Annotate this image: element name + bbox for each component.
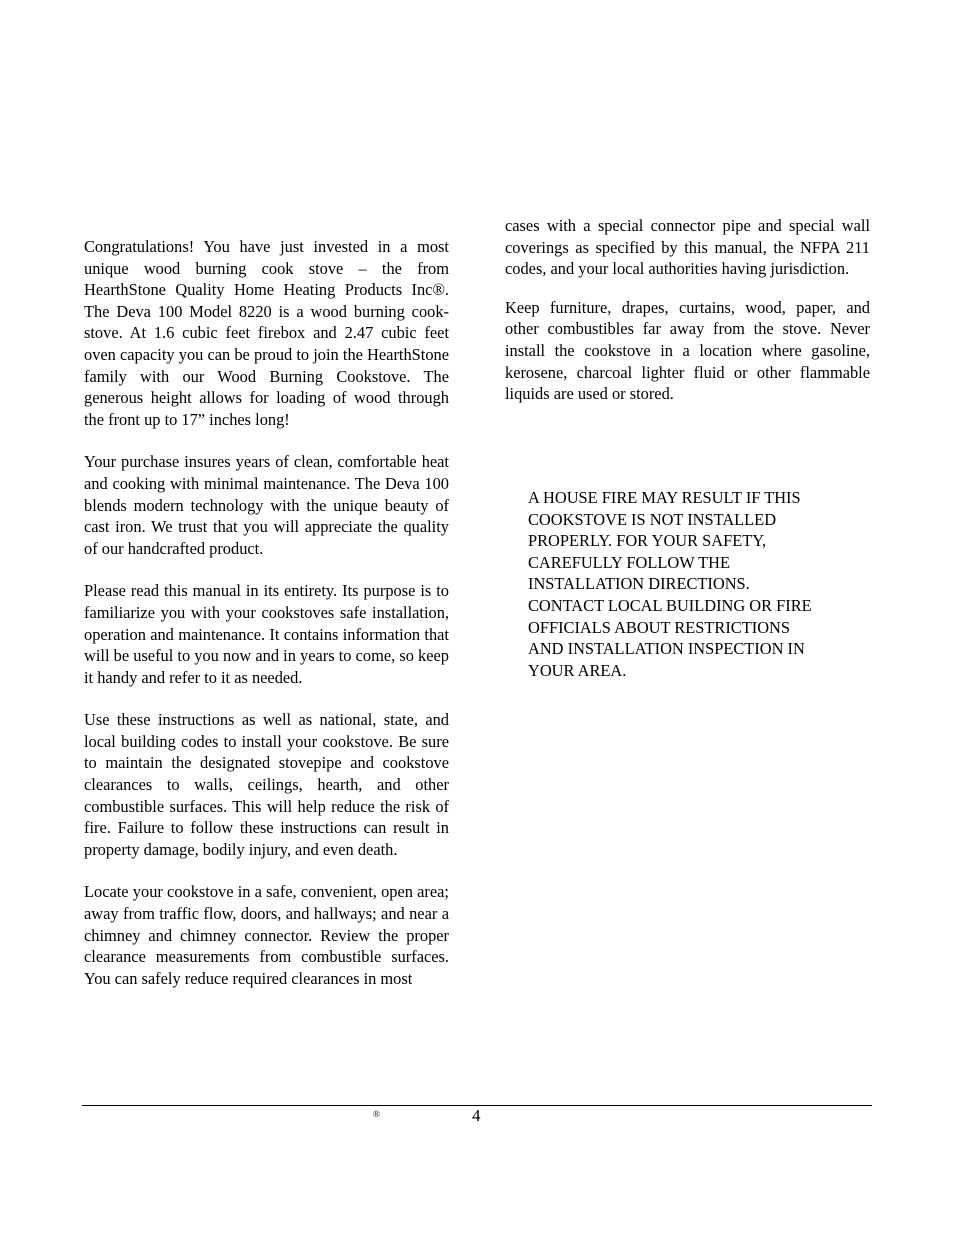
footer-registered-mark: ®: [373, 1109, 380, 1119]
building-codes-paragraph: Use these instructions as well as national, state, and local building codes to install your cookstove. Be sure to maintain the designated stovepipe and cookstove clearances to walls, ceilings, hearth, and other combustible surfaces. This will help reduce the risk of fire. Failure to follow these instructions can result in property damage, bodily injury, and even death.: [84, 710, 449, 859]
warning-line: OFFICIALS ABOUT RESTRICTIONS: [528, 617, 790, 637]
warning-line: YOUR AREA.: [528, 660, 627, 680]
intro-paragraph: Congratulations! You have just invested in a most unique wood burning cook stove – the from HearthStone Quality Home Heating Products Inc®. The Deva 100 Model 8220 is a wood burning cook-stove. At 1.6 cubic feet firebox and 2.47 cubic feet oven capacity you can be proud to join the HearthStone family with our Wood Burning Cookstove. The generous height allows for loading of wood through the front up to 17” inches long!: [84, 237, 449, 429]
combustibles-paragraph: Keep furniture, drapes, curtains, wood, paper, and other combustibles far away from the stove. Never install the cookstove in a location where gasoline, kerosene, charcoal lighter fluid or other flammable liquids are used or stored.: [505, 297, 870, 404]
warning-line: AND INSTALLATION INSPECTION IN: [528, 639, 805, 659]
warning-line: CAREFULLY FOLLOW THE: [528, 552, 731, 572]
clearance-continuation-paragraph: cases with a special connector pipe and special wall coverings as specified by this manual, the NFPA 211 codes, and your local authorities having jurisdiction.: [505, 216, 870, 279]
fire-warning-notice: [528, 487, 868, 681]
warning-line: INSTALLATION DIRECTIONS.: [528, 574, 750, 594]
right-column: [505, 215, 870, 405]
warning-line: PROPERLY. FOR YOUR SAFETY,: [528, 531, 767, 551]
read-manual-paragraph: Please read this manual in its entirety. Its purpose is to familiarize you with your cookstoves safe installation, operation and maintenance. It contains information that will be useful to you now and in years to come, so keep it handy and refer to it as needed.: [84, 581, 449, 687]
warning-line: A HOUSE FIRE MAY RESULT IF THIS: [528, 488, 801, 507]
location-paragraph: Locate your cookstove in a safe, convenient, open area; away from traffic flow, doors, and hallways; and near a chimney and chimney connector. Review the proper clearance measurements from combustible surfaces. You can safely reduce required clearances in most: [84, 882, 449, 988]
warning-line: COOKSTOVE IS NOT INSTALLED: [528, 509, 777, 529]
page-number: 4: [472, 1106, 481, 1125]
left-column: [84, 236, 449, 989]
warning-line: CONTACT LOCAL BUILDING OR FIRE: [528, 595, 812, 615]
purchase-paragraph: Your purchase insures years of clean, comfortable heat and cooking with minimal maintenance. The Deva 100 blends modern technology with the unique beauty of cast iron. We trust that you will appreciate the quality of our handcrafted product.: [84, 452, 449, 558]
